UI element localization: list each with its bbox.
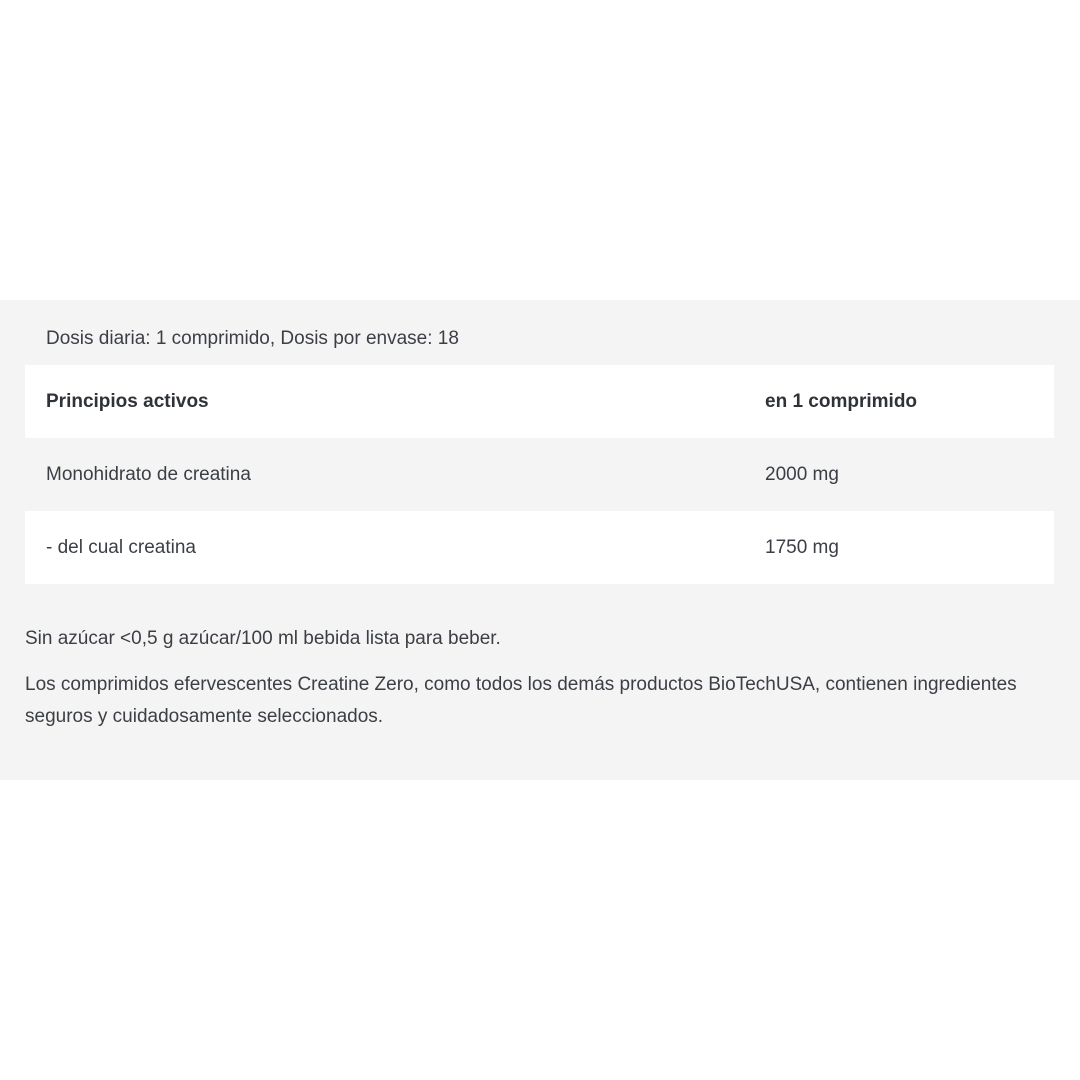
table-header-row [25, 365, 1054, 438]
ingredient-amount: 2000 mg [765, 464, 839, 485]
sugar-note: Sin azúcar <0,5 g azúcar/100 ml bebida lista para beber. [25, 628, 501, 649]
dosage-info: Dosis diaria: 1 comprimido, Dosis por envase: 18 [46, 328, 459, 349]
column-header-ingredient: Principios activos [46, 391, 209, 412]
ingredient-name: Monohidrato de creatina [46, 464, 251, 485]
table-row [25, 511, 1054, 584]
ingredient-amount: 1750 mg [765, 537, 839, 558]
active-ingredients-table [25, 365, 1054, 584]
product-description: Los comprimidos efervescentes Creatine Zero, como todos los demás productos BioTechUSA, contienen ingredientes seguros y cuidadosamente seleccionados. [25, 674, 1017, 727]
table-row [25, 438, 1054, 511]
column-header-amount: en 1 comprimido [765, 391, 918, 412]
ingredient-name: - del cual creatina [46, 537, 196, 558]
